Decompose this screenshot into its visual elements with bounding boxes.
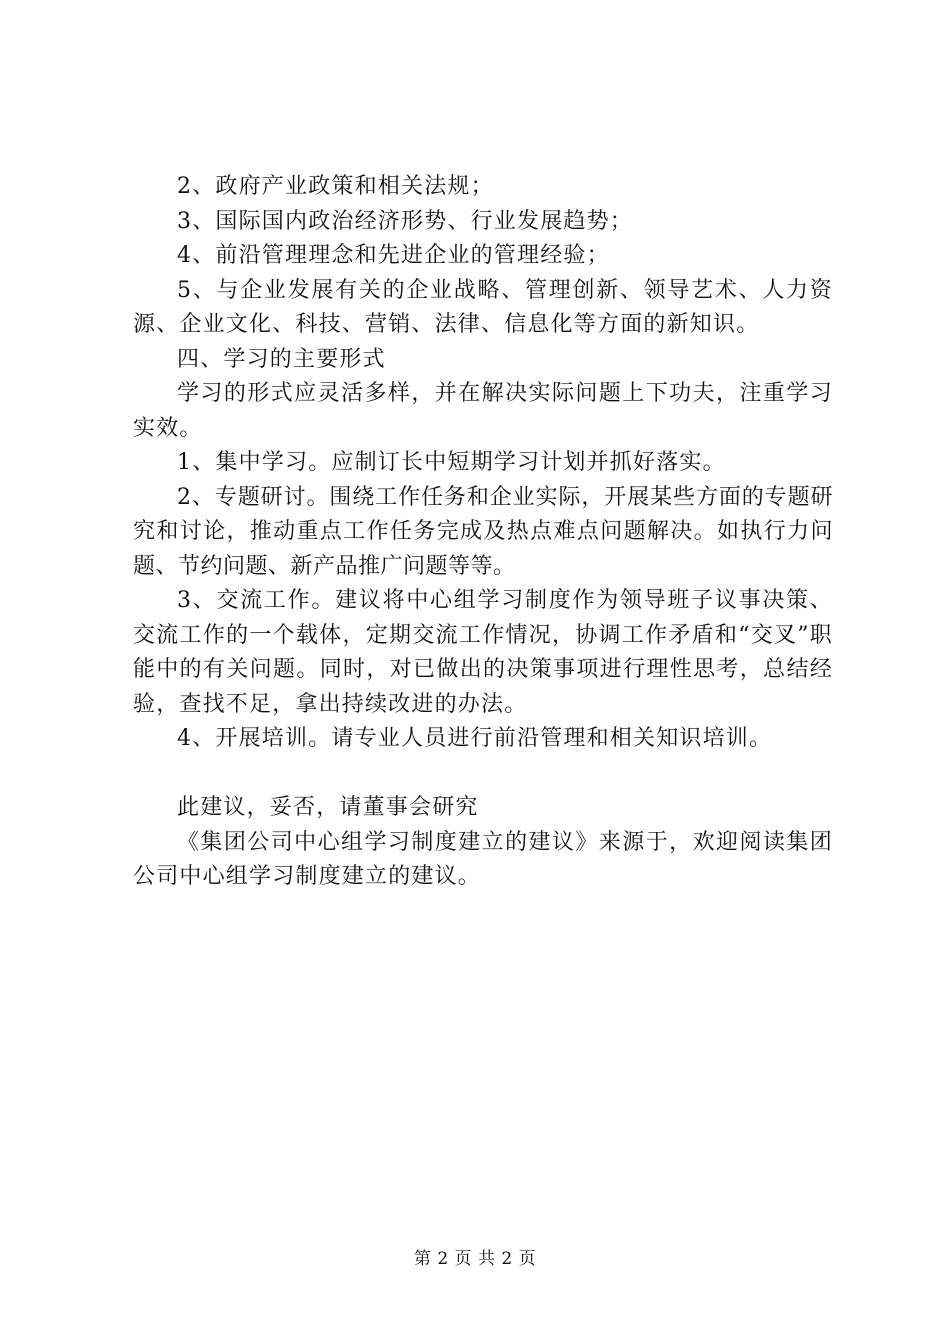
closing-remark: 此建议，妥否，请董事会研究	[177, 795, 479, 820]
paragraph-forms-intro: 学习的形式应灵活多样，并在解决实际问题上下功夫，注重学习实效。	[133, 381, 833, 441]
list-item-training: 4、开展培训。请专业人员进行前沿管理和相关知识培训。	[177, 726, 773, 751]
list-item-seminar: 2、专题研讨。围绕工作任务和企业实际，开展某些方面的专题研究和讨论，推动重点工作任务完成及热点难点问题解决。如执行力问题、节约问题、新产品推广问题等等。	[133, 484, 833, 579]
section-heading-forms: 四、学习的主要形式	[177, 346, 386, 372]
page-footer: 第 2 页 共 2 页	[413, 1249, 537, 1269]
list-item-exchange: 3、交流工作。建议将中心组学习制度作为领导班子议事决策、交流工作的一个载体，定期交流工作情况，协调工作矛盾和“交叉”职能中的有关问题。同时，对已做出的决策事项进行理性思考，总结经验，查找不足，拿出持续改进的办法。	[133, 588, 833, 717]
list-item-knowledge: 5、与企业发展有关的企业战略、管理创新、领导艺术、人力资源、企业文化、科技、营销、法律、信息化等方面的新知识。	[133, 277, 833, 337]
list-item-situation: 3、国际国内政治经济形势、行业发展趋势；	[177, 208, 633, 234]
source-note: 《集团公司中心组学习制度建立的建议》来源于，欢迎阅读集团公司中心组学习制度建立的建议。	[133, 829, 833, 889]
document-body	[133, 170, 833, 895]
list-item-policy: 2、政府产业政策和相关法规；	[177, 174, 494, 199]
blank-line	[133, 757, 833, 792]
list-item-management: 4、前沿管理理念和先进企业的管理经验；	[177, 243, 610, 268]
list-item-centralized-study: 1、集中学习。应制订长中短期学习计划并抓好落实。	[177, 450, 726, 475]
